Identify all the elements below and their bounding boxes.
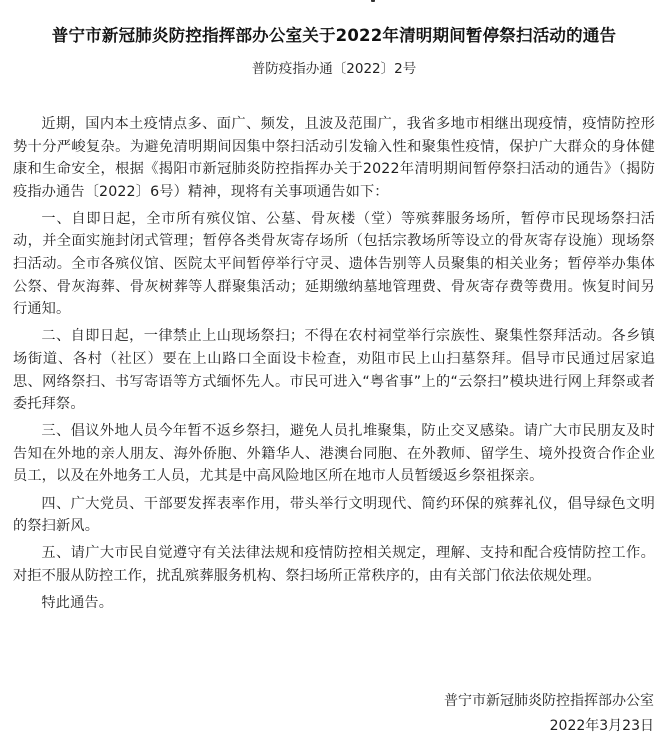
intro-paragraph: 近期，国内本土疫情点多、面广、频发，且波及范围广，我省多地市相继出现疫情，疫情防控形势十分严峻复杂。为避免清明期间因集中祭扫活动引发输入性和聚集性疫情，保护广大群众的身体健康和生命安全，根据《揭阳市新冠肺炎防控指挥办关于2022年清明期间暂停祭扫活动的通告》（揭防疫指办通告〔2022〕6号）精神，现将有关事项通告如下： [13,116,655,200]
issuer-name: 普宁市新冠肺炎防控指挥部办公室 [444,693,654,709]
item-5-paragraph: 五、请广大市民自觉遵守有关法律法规和疫情防控相关规定，理解、支持和配合疫情防控工作。对拒不服从防控工作，扰乱殡葬服务机构、祭扫场所正常秩序的，由有关部门依法依规处理。 [13,545,655,584]
item-4-paragraph: 四、广大党员、干部要发挥表率作用，带头举行文明现代、简约环保的殡葬礼仪，倡导绿色文明的祭扫新风。 [13,495,655,535]
notice-body [13,113,655,619]
document-number: 普防疫指办通〔2022〕2号 [251,61,417,77]
item-2-paragraph: 二、自即日起，一律禁止上山现场祭扫；不得在农村祠堂举行宗族性、聚集性祭拜活动。各乡镇场街道、各村（社区）要在上山路口全面设卡检查，劝阻市民上山扫墓祭拜。倡导市民通过居家追思、网络祭扫、书写寄语等方式缅怀先人。市民可进入“粤省事”上的“云祭扫”模块进行网上拜祭或者委托拜祭。 [13,328,655,413]
signature-block [444,689,654,738]
issue-date: 2022年3月23日 [549,718,654,734]
item-3-paragraph: 三、倡议外地人员今年暂不返乡祭扫，避免人员扎堆聚集，防止交叉感染。请广大市民朋友及时告知在外地的亲人朋友、海外侨胞、外籍华人、港澳台同胞、在外教师、留学生、境外投资合作企业员工，以及在外地务工人员，尤其是中高风险地区所在地市人员暂缓返乡祭祖探亲。 [13,423,655,485]
closing-paragraph: 特此通告。 [41,594,114,611]
top-edge-fragment [0,0,668,3]
cropped-glyph-fragment [371,0,375,2]
item-1-paragraph: 一、自即日起，全市所有殡仪馆、公墓、骨灰楼（堂）等殡葬服务场所，暂停市民现场祭扫活动，并全面实施封闭式管理；暂停各类骨灰寄存场所（包括宗教场所等设立的骨灰寄存设施）现场祭扫活动。全市各殡仪馆、医院太平间暂停举行守灵、遗体告别等人员聚集的相关业务；暂停举办集体公祭、骨灰海葬、骨灰树葬等人群聚集活动；延期缴纳墓地管理费、骨灰寄存费等费用。恢复时间另行通知。 [13,210,655,318]
notice-title: 普宁市新冠肺炎防控指挥部办公室关于2022年清明期间暂停祭扫活动的通告 [51,26,617,45]
